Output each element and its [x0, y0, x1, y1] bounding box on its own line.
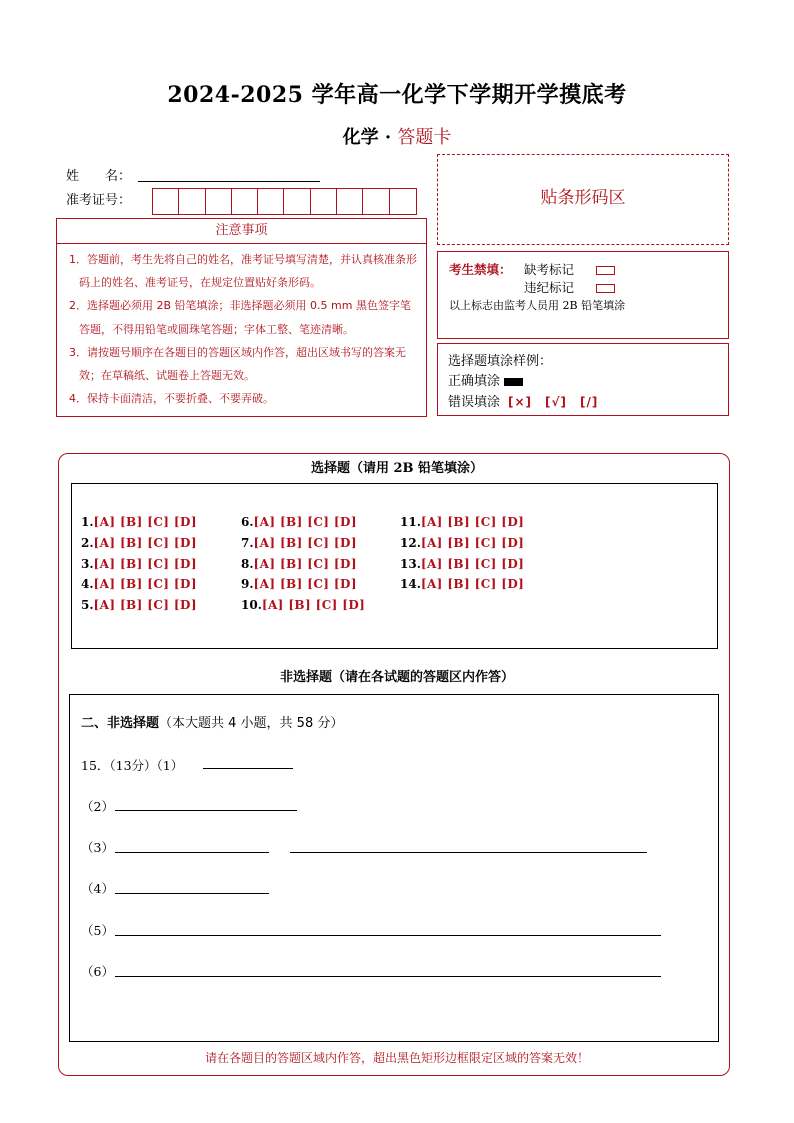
exam-id-digit-box[interactable] — [311, 189, 337, 214]
answer-line[interactable] — [115, 976, 661, 977]
mc-question-number: 9. — [241, 577, 254, 591]
fill-example-title: 选择题填涂样例： — [448, 354, 553, 369]
answer-line[interactable] — [115, 810, 297, 811]
mc-question-number: 2. — [81, 536, 94, 550]
question-15-label: 15．（13分）（1） — [81, 758, 184, 773]
mc-question-number: 5. — [81, 598, 94, 612]
fill-example-panel — [437, 343, 729, 416]
mc-question[interactable] — [400, 515, 524, 529]
mc-question[interactable] — [81, 577, 197, 591]
mc-options[interactable]: [A] [B] [C] [D] — [253, 515, 357, 529]
mc-question[interactable] — [241, 536, 357, 550]
wrong-fill-label: 错误填涂 — [448, 395, 501, 410]
mc-question-number: 10. — [241, 598, 262, 612]
mc-question-number: 14. — [400, 577, 421, 591]
notice-title: 注意事项 — [57, 219, 426, 244]
section-heading-title: 二、非选择题 — [81, 716, 160, 731]
mc-options[interactable]: [A] [B] [C] [D] — [420, 515, 525, 529]
part-label: （2） — [81, 799, 114, 814]
absent-mark-box[interactable] — [596, 266, 615, 275]
exam-id-digit-box[interactable] — [390, 189, 416, 214]
mc-question[interactable] — [241, 557, 357, 571]
mc-options[interactable]: [A] [B] [C] [D] — [420, 557, 525, 571]
exam-id-digit-box[interactable] — [206, 189, 232, 214]
mc-question[interactable] — [400, 557, 524, 571]
answer-line[interactable] — [203, 768, 293, 769]
mc-question[interactable] — [81, 515, 197, 529]
mc-options[interactable]: [A] [B] [C] [D] — [93, 515, 197, 529]
answer-line[interactable] — [115, 852, 269, 853]
exam-id-digit-box[interactable] — [153, 189, 179, 214]
exam-id-digit-box[interactable] — [284, 189, 310, 214]
section-heading-note: （本大题共 4 小题，共 58 分） — [159, 716, 344, 731]
mc-question[interactable] — [81, 598, 197, 612]
page-subtitle — [0, 123, 794, 149]
mc-options[interactable]: [A] [B] [C] [D] — [93, 577, 197, 591]
absent-mark-label: 缺考标记 — [524, 262, 575, 277]
non-mc-answer-box — [69, 694, 719, 1042]
mc-section-title: 选择题（请用 2B 铅笔填涂） — [310, 461, 484, 476]
mc-options[interactable]: [A] [B] [C] [D] — [420, 577, 525, 591]
mc-question-number: 6. — [241, 515, 254, 529]
notice-item: 1．答题前，考生先将自己的姓名，准考证号填写清楚，并认真核准条形码上的姓名、准考证号，在规定位置贴好条形码。 — [69, 253, 417, 290]
exam-id-digit-box[interactable] — [337, 189, 363, 214]
notice-item: 3．请按题号顺序在各题目的答题区域内作答，超出区域书写的答案无效；在草稿纸、试题卷上答题无效。 — [69, 345, 406, 383]
notice-item: 4．保持卡面清洁，不要折叠、不要弄破。 — [69, 392, 274, 406]
subject-name: 化学 — [342, 127, 379, 148]
mc-options[interactable]: [A] [B] [C] [D] — [93, 557, 197, 571]
part-label: （6） — [81, 964, 114, 979]
answer-line[interactable] — [290, 852, 647, 853]
part-label: （5） — [81, 923, 114, 938]
violation-mark-label: 违纪标记 — [524, 280, 575, 295]
answer-line[interactable] — [115, 893, 269, 894]
notice-list — [57, 244, 426, 410]
exam-id-boxes[interactable] — [152, 188, 417, 215]
mc-question-number: 7. — [241, 536, 254, 550]
notice-item: 2．选择题必须用 2B 铅笔填涂；非选择题必须用 0.5 mm 黑色签字笔答题，不得用铅笔或圆珠笔答题；字体工整、笔迹清晰。 — [69, 299, 411, 336]
name-label: 姓 名： — [66, 169, 132, 184]
violation-mark-box[interactable] — [596, 284, 615, 293]
notice-panel — [56, 218, 427, 417]
part-label: （3） — [81, 840, 114, 855]
part-label: （4） — [81, 881, 114, 896]
prohibit-note: 以上标志由监考人员用 2B 铅笔填涂 — [449, 299, 626, 312]
mc-question-number: 11. — [400, 515, 421, 529]
exam-id-digit-box[interactable] — [258, 189, 284, 214]
mc-question-number: 13. — [400, 557, 421, 571]
wrong-fill-marks: [×] [√] [/] — [508, 395, 599, 409]
mc-options[interactable]: [A] [B] [C] [D] — [93, 536, 197, 550]
page-title: 2024-2025 学年高一化学下学期开学摸底考 — [167, 82, 627, 108]
barcode-area: 贴条形码区 — [437, 154, 729, 245]
mc-question-number: 8. — [241, 557, 254, 571]
mc-question-number: 4. — [81, 577, 94, 591]
exam-id-digit-box[interactable] — [363, 189, 389, 214]
mc-question[interactable] — [241, 598, 365, 612]
mc-question[interactable] — [81, 557, 197, 571]
mc-question[interactable] — [241, 577, 357, 591]
correct-fill-mark — [504, 378, 523, 386]
answer-line[interactable] — [115, 935, 661, 936]
exam-id-digit-box[interactable] — [232, 189, 258, 214]
prohibit-label: 考生禁填： — [449, 262, 512, 277]
prohibit-panel — [437, 251, 729, 339]
mc-options[interactable]: [A] [B] [C] [D] — [253, 557, 357, 571]
mc-question[interactable] — [400, 577, 524, 591]
mc-options[interactable]: [A] [B] [C] [D] — [253, 577, 357, 591]
subtitle-separator: · — [384, 127, 392, 148]
card-name: 答题卡 — [397, 127, 452, 148]
name-field[interactable] — [138, 181, 320, 182]
exam-id-label: 准考证号： — [66, 193, 132, 208]
mc-question[interactable] — [400, 536, 524, 550]
correct-fill-label: 正确填涂 — [448, 374, 501, 389]
exam-id-digit-box[interactable] — [179, 189, 205, 214]
mc-options[interactable]: [A] [B] [C] [D] — [261, 598, 366, 612]
mc-question-number: 12. — [400, 536, 421, 550]
mc-question-number: 3. — [81, 557, 94, 571]
footer-warning: 请在各题目的答题区域内作答，超出黑色矩形边框限定区域的答案无效！ — [204, 1051, 589, 1065]
mc-options[interactable]: [A] [B] [C] [D] — [420, 536, 525, 550]
mc-options[interactable]: [A] [B] [C] [D] — [93, 598, 197, 612]
mc-question-number: 1. — [81, 515, 94, 529]
mc-options[interactable]: [A] [B] [C] [D] — [253, 536, 357, 550]
section-heading — [81, 712, 343, 731]
non-mc-section-title: 非选择题（请在各试题的答题区内作答） — [279, 670, 514, 685]
mc-question[interactable] — [81, 536, 197, 550]
mc-question[interactable] — [241, 515, 357, 529]
